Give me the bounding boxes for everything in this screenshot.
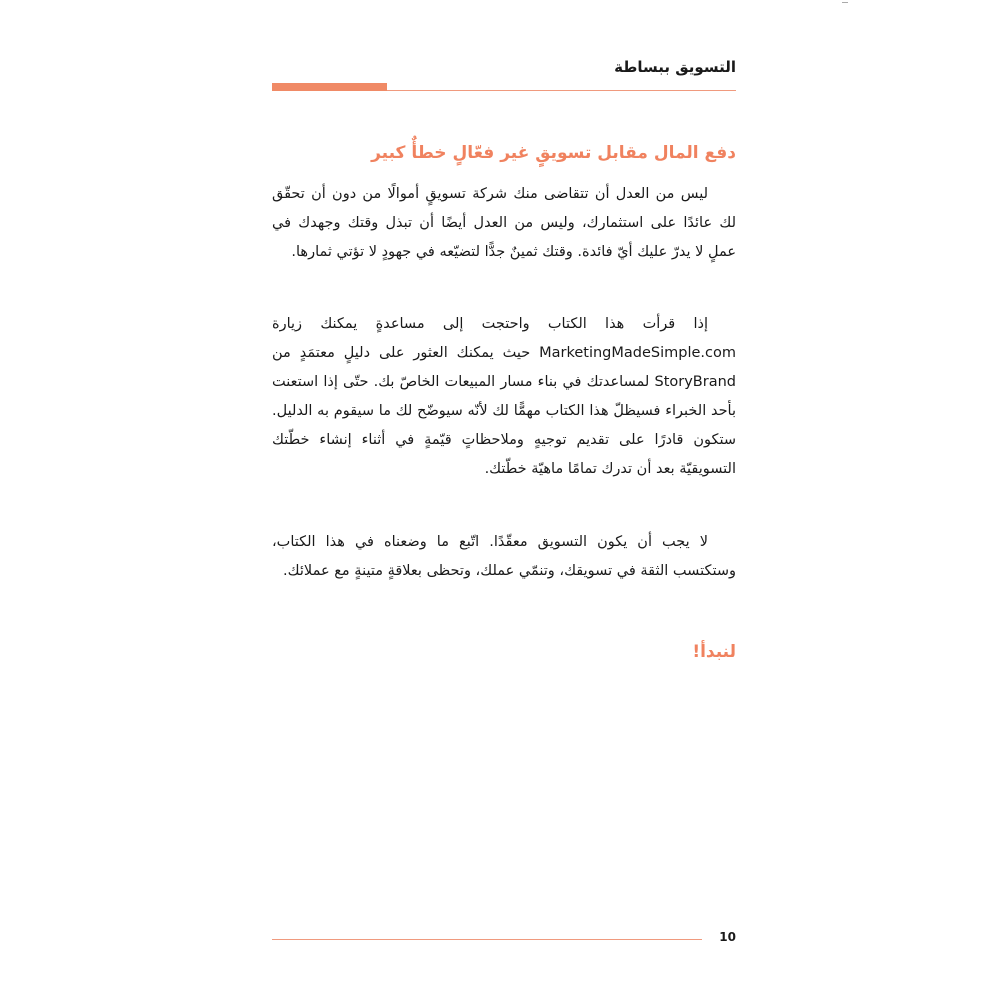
running-header-title: التسويق ببساطة [614, 58, 736, 76]
paragraph-text: لا يجب أن يكون التسويق معقّدًا. اتّبع ما وضعناه في هذا الكتاب، وستكتسب الثقة في تسويقك، وتنمّي عملك، وتحظى بعلاقةٍ متينةٍ مع عملائك. [272, 534, 736, 579]
paragraph-2 [272, 310, 736, 484]
header-accent-bar [272, 83, 387, 91]
footer-rule [272, 939, 702, 940]
closing-line: لنبدأ! [692, 642, 736, 662]
paragraph-text: ليس من العدل أن تتقاضى منك شركة تسويقٍ أموالًا من دون أن تحقّق لك عائدًا على استثمارك، وليس من العدل أيضًا أن تبذل وقتك وجهدك في عملٍ لا يدرّ عليك أيّ فائدة. وقتك ثمينٌ جدًّا لتضيّعه في جهودٍ لا تؤتي ثمارها. [272, 186, 736, 260]
page-number: 10 [719, 930, 736, 944]
section-heading: دفع المال مقابل تسويقٍ غير فعّالٍ خطأٌ كبير [371, 143, 736, 163]
paragraph-text: إذا قرأت هذا الكتاب واحتجت إلى مساعدةٍ يمكنك زيارة MarketingMadeSimple.com حيث يمكنك العثور على دليلٍ معتمَدٍ من StoryBrand لمساعدتك في بناء مسار المبيعات الخاصّ بك. حتّى إذا استعنت بأحد الخبراء فسيظلّ هذا الكتاب مهمًّا لك لأنّه سيوضّح لك ما سيقوم به الدليل. ستكون قادرًا على تقديم توجيهٍ وملاحظاتٍ قيّمةٍ في أثناء إنشاء خطّتك التسويقيّة بعد أن تدرك تمامًا ماهيّة خطّتك. [272, 316, 736, 477]
book-page [272, 0, 736, 1000]
paragraph-3 [272, 528, 736, 586]
paragraph-1 [272, 180, 736, 267]
crop-mark [842, 2, 848, 3]
